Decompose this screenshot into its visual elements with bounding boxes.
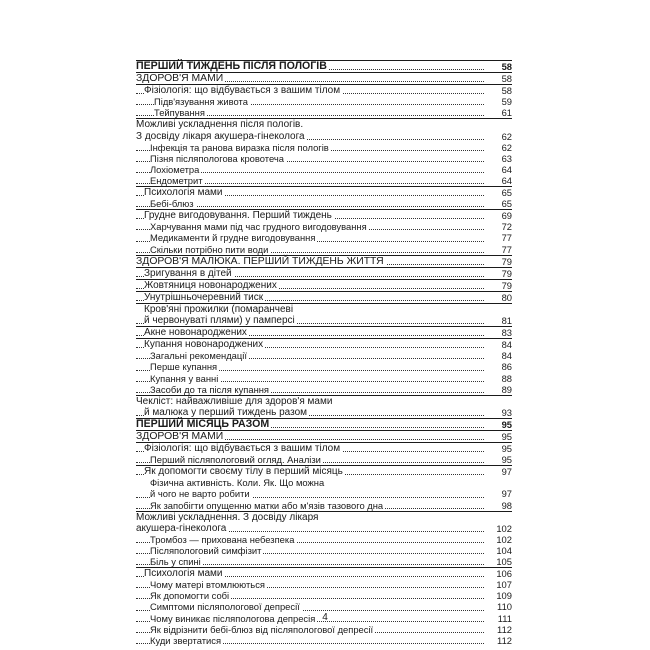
toc-entry	[136, 315, 512, 326]
toc-entry-page: 95	[501, 418, 512, 430]
toc-entry-page: 112	[497, 634, 512, 646]
toc-entry-page: 84	[501, 339, 512, 351]
toc-entry	[136, 198, 512, 209]
toc-entry	[136, 267, 512, 279]
toc-entry	[136, 350, 512, 361]
toc-entry-page: 102	[496, 533, 512, 545]
toc-entry-page: 84	[501, 350, 512, 362]
toc-entry-page: 64	[501, 174, 512, 186]
toc-entry	[136, 107, 512, 118]
toc-entry-title: Як відрізнити бебі-блюз від післяпологової депресії	[150, 623, 374, 635]
toc-entry	[136, 291, 512, 303]
toc-entry	[136, 60, 512, 72]
toc-entry-page: 62	[501, 141, 512, 153]
toc-entry-title: Медикаменти й грудне вигодовування	[150, 232, 316, 244]
toc-entry-title: Засоби до та після купання	[150, 383, 270, 395]
toc-entry-page: 65	[501, 187, 512, 199]
toc-entry-title: Харчування мами під час грудного вигодовування	[150, 221, 367, 233]
toc-entry-title: Загальні рекомендації	[150, 350, 247, 362]
toc-entry	[136, 500, 512, 511]
toc-entry-page: 79	[501, 267, 512, 279]
toc-entry-title: Фізіологія: що відбувається з вашим тілом	[144, 85, 341, 97]
table-of-contents	[136, 60, 512, 646]
toc-entry-page: 77	[501, 232, 512, 244]
toc-entry	[136, 221, 512, 232]
toc-entry-title: Як запобігти опущенню матки або м'язів тазового дна	[150, 499, 384, 511]
toc-entry-title: Лохіометра	[150, 163, 200, 175]
toc-entry-page: 83	[501, 327, 512, 339]
toc-entry-title: Біль у спині	[150, 556, 201, 568]
toc-entry	[136, 579, 512, 590]
toc-entry	[136, 442, 512, 454]
toc-entry-title: Куди звертатися	[150, 634, 222, 646]
toc-entry-page: 95	[501, 431, 512, 442]
toc-entry-title: Скільки потрібно пити води	[150, 243, 269, 255]
toc-entry-page: 111	[497, 612, 512, 624]
toc-entry	[136, 384, 512, 395]
toc-entry-title: Купання у ванні	[150, 372, 219, 384]
toc-entry-title: ПЕРШИЙ МІСЯЦЬ РАЗОМ	[136, 417, 270, 430]
toc-entry-page: 97	[501, 488, 512, 500]
toc-entry-page: 112	[497, 623, 512, 635]
toc-entry-title: Кров'яні прожилки (помаранчеві	[144, 303, 294, 315]
toc-entry-page: 79	[501, 255, 512, 267]
toc-entry	[136, 465, 512, 477]
toc-entry-title: Перший післяпологовий огляд. Аналізи	[150, 454, 321, 466]
toc-entry-title: Грудне вигодовування. Перший тиждень	[144, 210, 332, 222]
toc-entry-title: й чого не варто робити	[150, 488, 250, 500]
toc-entry	[136, 418, 512, 430]
toc-entry-page: 95	[501, 443, 512, 455]
toc-entry-title: акушера-гінеколога	[136, 522, 227, 534]
toc-entry-page: 107	[496, 579, 512, 591]
toc-entry-page: 64	[501, 163, 512, 175]
toc-entry-page: 105	[496, 556, 512, 568]
page-number: 4	[322, 612, 328, 623]
toc-entry-page: 72	[501, 221, 512, 233]
toc-entry-page: 98	[501, 499, 512, 511]
toc-entry	[136, 590, 512, 601]
toc-entry-page: 81	[501, 315, 512, 327]
toc-entry-title: Психологія мами	[144, 187, 223, 199]
toc-entry-title: Купання новонароджених	[144, 339, 264, 351]
toc-entry-page: 109	[496, 590, 512, 602]
toc-entry-title: Можливі ускладнення. З досвіду лікаря	[136, 511, 319, 523]
toc-entry-title: Післяпологовий симфізит	[150, 544, 262, 556]
toc-entry-title: Чекліст: найважливіше для здоров'я мами	[136, 395, 333, 407]
toc-entry-title: Тейпування	[154, 107, 205, 119]
toc-entry	[136, 361, 512, 372]
toc-entry	[136, 131, 512, 142]
toc-entry	[136, 567, 512, 579]
toc-entry	[136, 545, 512, 556]
toc-entry-title: Фізіологія: що відбувається з вашим тілом	[144, 443, 341, 455]
toc-entry-title: Як допомогти своєму тілу в перший місяць	[144, 466, 343, 478]
toc-entry-title: З досвіду лікаря акушера-гінеколога	[136, 130, 305, 142]
toc-entry-page: 65	[501, 198, 512, 210]
toc-entry	[136, 601, 512, 612]
toc-entry	[136, 279, 512, 291]
toc-entry-title: ЗДОРОВ'Я МАМИ	[136, 73, 224, 85]
toc-entry	[136, 430, 512, 442]
toc-entry	[136, 175, 512, 186]
toc-entry-title: Акне новонароджених	[144, 327, 247, 339]
toc-entry-title: Бебі-блюз	[150, 198, 194, 210]
toc-entry	[136, 118, 512, 130]
toc-entry-page: 58	[501, 61, 512, 72]
toc-entry	[136, 395, 512, 407]
toc-entry	[136, 523, 512, 534]
toc-entry-title: Як допомогти собі	[150, 590, 230, 602]
toc-entry-page: 63	[501, 152, 512, 164]
toc-entry	[136, 338, 512, 350]
toc-entry	[136, 186, 512, 198]
toc-entry	[136, 556, 512, 567]
toc-entry-page: 95	[501, 454, 512, 466]
toc-entry-page: 86	[501, 361, 512, 373]
toc-entry	[136, 164, 512, 175]
toc-entry	[136, 72, 512, 84]
toc-entry-title: Ендометрит	[150, 174, 203, 186]
toc-entry-title: Симптоми післяпологової депресії	[150, 601, 300, 613]
toc-entry	[136, 373, 512, 384]
toc-entry-title: Зригування в дітей	[144, 267, 232, 279]
toc-entry-title: Тромбоз — прихована небезпека	[150, 533, 295, 545]
toc-entry-page: 110	[497, 601, 512, 613]
toc-entry	[136, 488, 512, 499]
toc-entry-title: Можливі ускладнення після пологів.	[136, 119, 304, 131]
toc-entry-title: ПЕРШИЙ ТИЖДЕНЬ ПІСЛЯ ПОЛОГІВ	[136, 60, 327, 72]
toc-entry	[136, 96, 512, 107]
toc-entry-title: Жовтяниця новонароджених	[144, 279, 277, 291]
toc-entry-page: 102	[496, 522, 512, 534]
toc-entry	[136, 232, 512, 243]
toc-entry	[136, 153, 512, 164]
toc-entry	[136, 477, 512, 488]
toc-entry	[136, 511, 512, 523]
toc-entry-page: 58	[501, 73, 512, 85]
toc-entry-page: 69	[501, 210, 512, 222]
toc-entry	[136, 635, 512, 646]
toc-entry	[136, 534, 512, 545]
toc-entry-page: 97	[501, 466, 512, 478]
toc-entry-title: Чому матері втомлюються	[150, 579, 265, 591]
toc-entry-page: 59	[501, 96, 512, 108]
toc-entry-title: Психологія мами	[144, 568, 223, 580]
toc-entry-title: ЗДОРОВ'Я МАЛЮКА. ПЕРШИЙ ТИЖДЕНЬ ЖИТТЯ	[136, 255, 384, 267]
toc-entry-title: й малюка у перший тиждень разом	[144, 406, 308, 418]
toc-entry-page: 80	[501, 291, 512, 303]
toc-entry	[136, 624, 512, 635]
toc-entry-page: 104	[496, 544, 512, 556]
toc-entry	[136, 454, 512, 465]
toc-entry-title: Чому виникає післяпологова депресія	[150, 612, 316, 624]
toc-entry-page: 61	[501, 107, 512, 119]
toc-entry	[136, 255, 512, 267]
toc-entry-title: Підв'язування живота	[154, 96, 248, 108]
toc-entry	[136, 326, 512, 338]
toc-entry-page: 89	[501, 383, 512, 395]
toc-entry-page: 106	[496, 568, 512, 580]
toc-entry-title: Унутрішньочеревний тиск	[144, 291, 264, 303]
toc-entry-title: Пізня післяпологова кровотеча	[150, 152, 284, 164]
toc-entry-page: 77	[501, 243, 512, 255]
toc-entry-page: 93	[501, 406, 512, 418]
toc-entry	[136, 209, 512, 221]
toc-entry-title: Перше купання	[150, 361, 218, 373]
toc-entry	[136, 407, 512, 418]
toc-entry-page: 58	[501, 85, 512, 97]
toc-entry	[136, 84, 512, 96]
toc-entry	[136, 303, 512, 315]
toc-entry	[136, 142, 512, 153]
toc-entry	[136, 244, 512, 255]
toc-entry-page: 79	[501, 279, 512, 291]
toc-entry-title: ЗДОРОВ'Я МАМИ	[136, 431, 224, 442]
toc-entry-title: Інфекція та ранова виразка після пологів	[150, 141, 329, 153]
toc-entry-title: Фізична активність. Коли. Як. Що можна	[150, 477, 325, 489]
toc-entry-page: 62	[501, 130, 512, 142]
toc-entry-title: й червонуваті плями) у памперсі	[144, 315, 295, 327]
toc-entry-page: 88	[501, 372, 512, 384]
